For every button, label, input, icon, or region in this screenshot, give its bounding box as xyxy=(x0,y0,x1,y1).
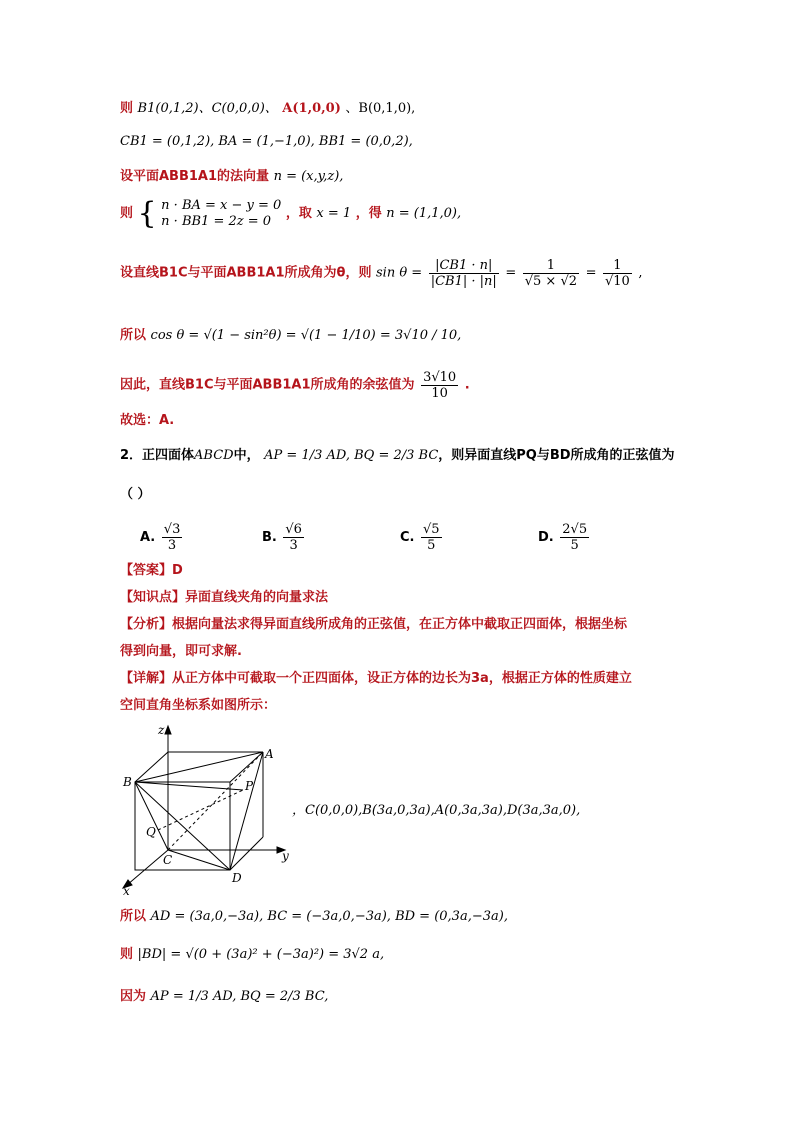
vector-bb1: BB1 = (0,0,2), xyxy=(318,134,413,149)
math-eq-1: = xyxy=(505,265,517,281)
math-ap-bq-2: AP = 1/3 AD, BQ = 2/3 BC, xyxy=(150,989,329,1004)
label-b: B xyxy=(123,775,132,789)
math-vectors: AD = (3a,0,−3a), BC = (−3a,0,−3a), BD = (0,3a,−3a), xyxy=(150,909,508,924)
text-suoyi: 所以 xyxy=(120,328,147,343)
text-suoyi-2: 所以 xyxy=(120,909,147,924)
math-point-b: 、B(0,1,0), xyxy=(345,101,416,116)
detail-line-2: 空间直角坐标系如图所示： xyxy=(120,698,277,713)
question-number: 2．正四面体 xyxy=(120,448,195,463)
option-a-label: A. xyxy=(140,530,156,545)
option-a[interactable] xyxy=(140,522,184,553)
option-c-num: √5 xyxy=(423,522,440,537)
math-x1: x = 1 xyxy=(316,206,352,221)
text-conclusion: 因此，直线B1C与平面ABB1A1所成角的余弦值为 xyxy=(120,377,415,393)
edge-ca xyxy=(168,752,263,850)
text-take: ，取 xyxy=(285,206,312,221)
option-d-label: D. xyxy=(538,530,554,545)
option-c-label: C. xyxy=(400,530,415,545)
fraction-conclusion xyxy=(421,370,458,401)
text-zhong: 中， xyxy=(233,448,260,463)
option-c[interactable] xyxy=(400,522,444,553)
detail-line-1: 【详解】从正方体中可截取一个正四面体，设正方体的边长为3a，根据正方体的性质建立 xyxy=(120,671,632,686)
label-p: P xyxy=(245,779,254,793)
math-eq-2: = xyxy=(585,265,597,281)
option-d-fraction xyxy=(560,522,589,553)
edge-ad xyxy=(230,752,263,870)
edge-cd xyxy=(168,850,230,870)
math-point-a: A(1,0,0) xyxy=(282,101,341,116)
vector-cb1: CB1 = (0,1,2), xyxy=(120,134,219,149)
label-d: D xyxy=(232,871,242,885)
label-a: A xyxy=(265,747,274,761)
text-normal-vector: 设平面ABB1A1的法向量 xyxy=(120,169,270,184)
comma: , xyxy=(638,265,643,281)
equation-2: n · BB1 = 2z = 0 xyxy=(161,214,272,229)
option-d-num: 2√5 xyxy=(562,522,588,537)
text-yinwei: 因为 xyxy=(120,989,147,1004)
option-d-den: 5 xyxy=(560,537,589,553)
label-c: C xyxy=(163,853,173,867)
math-points: B1(0,1,2)、C(0,0,0)、 xyxy=(137,101,278,116)
option-b-label: B. xyxy=(262,530,277,545)
fraction-1 xyxy=(523,258,579,289)
option-a-num: √3 xyxy=(163,522,181,537)
fraction-sin-num: |CB1 · n| xyxy=(435,258,493,273)
fraction-2 xyxy=(603,258,632,289)
cube-edge-tr xyxy=(230,752,263,782)
solution-line-vectors-2 xyxy=(120,908,508,926)
x-axis xyxy=(127,850,168,885)
fraction-2-den: √10 xyxy=(605,274,630,289)
vector-ba: BA = (1,−1,0), xyxy=(218,134,319,149)
cube-edge-tl xyxy=(135,752,168,782)
cube-figure xyxy=(115,720,295,895)
solution-line-because xyxy=(120,988,328,1006)
analysis-line-2: 得到向量，即可求解. xyxy=(120,644,242,659)
math-ap-bq: AP = 1/3 AD, BQ = 2/3 BC xyxy=(264,448,439,463)
edge-bp xyxy=(135,782,243,790)
option-d[interactable] xyxy=(538,522,591,553)
label-x: x xyxy=(123,884,130,895)
math-cos: cos θ = √(1 − sin²θ) = √(1 − 1/10) = 3√10 / 10, xyxy=(150,328,462,343)
fraction-sin-den: |CB1| · |n| xyxy=(430,274,497,289)
brace-icon: { xyxy=(137,196,157,231)
option-b-num: √6 xyxy=(285,522,302,537)
fraction-1-num: 1 xyxy=(546,258,556,273)
math-sin-lhs: sin θ = xyxy=(376,265,423,281)
analysis-line-1: 【分析】根据向量法求得异面直线所成角的正弦值，在正方体中截取正四面体，根据坐标 xyxy=(120,617,628,632)
label-z: z xyxy=(158,723,165,737)
fraction-conclusion-den: 10 xyxy=(421,385,458,401)
fraction-sin xyxy=(429,258,499,289)
solution-line-bd-length xyxy=(120,946,384,964)
fraction-1-den: √5 × √2 xyxy=(524,274,578,289)
math-normal: n = (x,y,z), xyxy=(273,169,344,184)
option-c-den: 5 xyxy=(421,537,442,553)
option-b-den: 3 xyxy=(283,537,304,553)
question-paren: （ ） xyxy=(120,487,151,502)
knowledge-point: 【知识点】异面直线夹角的向量求法 xyxy=(120,590,329,605)
solution-line-choice: 故选：A. xyxy=(120,413,175,428)
z-axis-arrow-icon xyxy=(165,726,171,734)
equation-1: n · BA = x − y = 0 xyxy=(161,198,282,213)
math-abcd: ABCD xyxy=(194,448,234,463)
answer-label: 【答案】D xyxy=(120,563,183,578)
option-c-fraction xyxy=(421,522,442,553)
option-b[interactable] xyxy=(262,522,306,553)
edge-bc xyxy=(135,782,168,850)
label-y: y xyxy=(282,849,289,863)
text-ze: 则 xyxy=(120,101,134,116)
text-sin-intro: 设直线B1C与平面ABB1A1所成角为θ，则 xyxy=(120,265,372,281)
solution-line-vectors xyxy=(120,133,413,151)
question-2 xyxy=(120,447,675,465)
text-get: ，得 xyxy=(355,206,382,221)
math-bd-length: |BD| = √(0 + (3a)² + (−3a)²) = 3√2 a, xyxy=(137,947,385,962)
equation-system xyxy=(161,198,281,230)
math-coordinates: ，C(0,0,0),B(3a,0,3a),A(0,3a,3a),D(3a,3a,0), xyxy=(292,803,581,818)
text-ze-3: 则 xyxy=(120,947,134,962)
solution-line-sin xyxy=(120,258,643,289)
text-question-tail: ，则异面直线PQ与BD所成角的正弦值为 xyxy=(438,448,675,463)
option-b-fraction xyxy=(283,522,304,553)
fraction-2-num: 1 xyxy=(613,258,622,273)
edge-ba xyxy=(135,752,263,782)
text-ze-2: 则 xyxy=(120,206,134,221)
option-a-den: 3 xyxy=(162,537,183,553)
coordinates-line xyxy=(292,802,580,820)
option-a-fraction xyxy=(162,522,183,553)
solution-line-points xyxy=(120,100,415,118)
label-q: Q xyxy=(146,825,156,839)
solution-line-normal xyxy=(120,168,343,186)
solution-line-cos xyxy=(120,327,461,345)
period: . xyxy=(464,377,470,393)
solution-line-conclusion xyxy=(120,370,470,401)
math-n-value: n = (1,1,0), xyxy=(386,206,462,221)
solution-line-system xyxy=(120,198,461,230)
fraction-conclusion-num: 3√10 xyxy=(423,370,457,385)
